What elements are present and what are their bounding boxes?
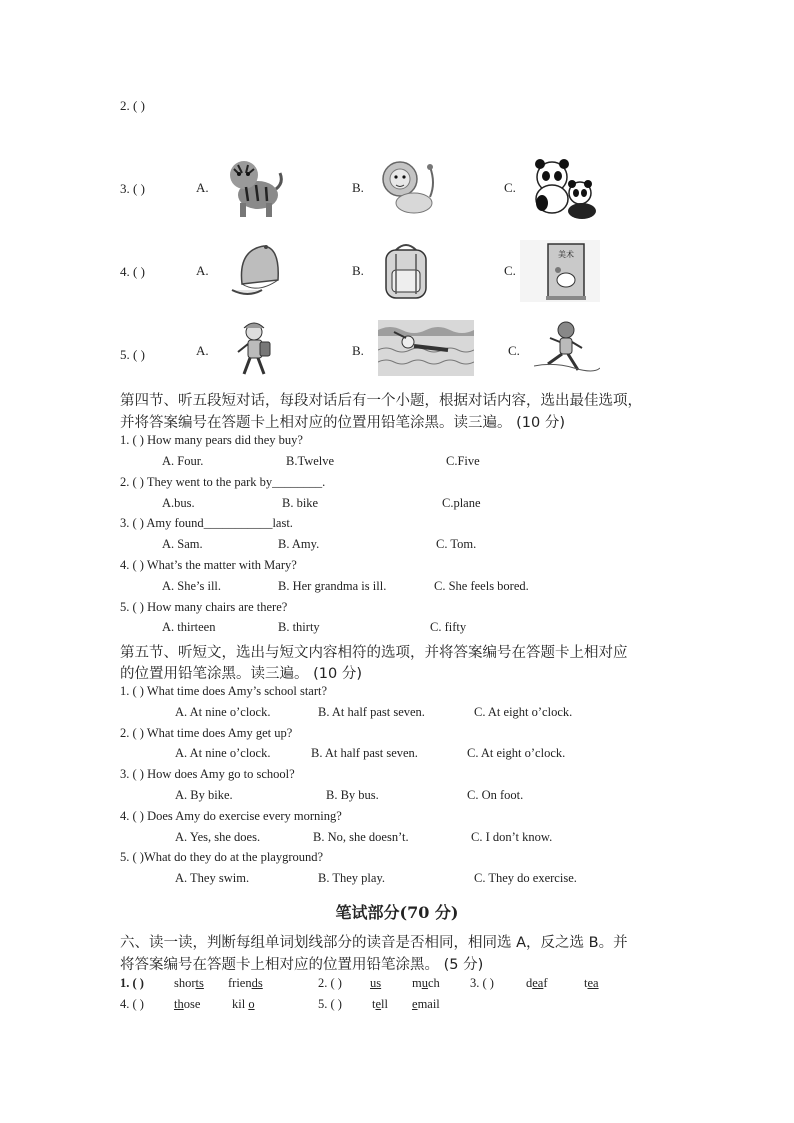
word-part: t	[372, 997, 376, 1011]
word-part: kil	[232, 997, 249, 1011]
s6-item2-word2	[412, 976, 440, 991]
s4-q4-stem: 4. ( ) What’s the matter with Mary?	[120, 558, 297, 572]
option-c-label: C.	[504, 263, 516, 278]
s5-q2-option-c: C. At eight o’clock.	[467, 746, 566, 760]
underlined-part: th	[174, 997, 184, 1011]
option-a-label: A.	[196, 343, 209, 358]
s6-item4-number: 4. ( )	[120, 997, 144, 1011]
word-part: shor	[174, 976, 196, 990]
word-part: ch	[427, 976, 440, 990]
option-b-label: B.	[352, 263, 364, 278]
s4-q5-stem: 5. ( ) How many chairs are there?	[120, 600, 288, 614]
s6-item3-number: 3. ( )	[470, 976, 494, 990]
s5-q5-stem: 5. ( )What do they do at the playground?	[120, 850, 324, 864]
word-part: mail	[417, 997, 440, 1011]
underlined-part: u	[421, 976, 428, 990]
s4-q4-option-a: A. She’s ill.	[162, 579, 222, 593]
word-part: d	[526, 976, 533, 990]
word-part: frien	[228, 976, 252, 990]
s5-q1-stem: 1. ( ) What time does Amy’s school start?	[120, 684, 328, 698]
s6-item5-word2	[412, 997, 440, 1012]
tiger-icon	[226, 157, 284, 219]
s5-q4-option-b: B. No, she doesn’t.	[313, 830, 409, 844]
option-c-label: C.	[504, 180, 516, 195]
s6-item1-number: 1. ( )	[120, 976, 144, 990]
s4-q2-text: 2. ( ) They went to the park by	[120, 475, 273, 489]
s4-q3-stem	[120, 516, 293, 531]
s6-item1-word1	[174, 976, 204, 991]
s4-q4-option-c: C. She feels bored.	[434, 579, 529, 593]
underlined-part: ts	[195, 976, 204, 990]
s4-q5-option-c: C. fifty	[430, 620, 467, 634]
s5-q4-stem: 4. ( ) Does Amy do exercise every morning?	[120, 809, 342, 823]
word-part: ll	[381, 997, 388, 1011]
s6-item3-word2	[584, 976, 599, 991]
question-5-number: 5. ( )	[120, 347, 145, 362]
s5-q3-option-b: B. By bus.	[326, 788, 379, 802]
word-part: m	[412, 976, 422, 990]
answer-blank: ________.	[272, 475, 326, 489]
s5-q4-option-c: C. I don’t know.	[471, 830, 553, 844]
question-4-number: 4. ( )	[120, 264, 145, 279]
underlined-part: e	[375, 997, 382, 1011]
s4-q1-option-b: B.Twelve	[286, 454, 335, 468]
s6-item4-word2	[232, 997, 255, 1012]
s4-q1-stem: 1. ( ) How many pears did they buy?	[120, 433, 303, 447]
panda-icon	[530, 155, 600, 221]
underlined-part: ea	[532, 976, 544, 990]
backpack-icon	[380, 240, 432, 302]
art-book-icon	[520, 240, 600, 302]
s4-q2-option-c: C.plane	[442, 496, 481, 510]
section6-heading-line2: 将答案编号在答题卡上相对应的位置用铅笔涂黑。 (5 分)	[120, 957, 484, 973]
section6-heading-line1: 六、读一读，判断每组单词划线部分的读音是否相同，相同选 A，反之选 B。并	[120, 935, 628, 951]
s4-q4-option-b: B. Her grandma is ill.	[278, 579, 387, 593]
written-part-title: 笔试部分(70 分)	[335, 903, 459, 922]
book-label: 美术	[558, 250, 574, 259]
s5-q1-option-c: C. At eight o’clock.	[474, 705, 573, 719]
s4-q2-option-a: A.bus.	[162, 496, 195, 510]
walking-child-icon	[230, 320, 286, 378]
s6-item5-number: 5. ( )	[318, 997, 342, 1011]
s5-q5-option-c: C. They do exercise.	[474, 871, 577, 885]
question-3-number: 3. ( )	[120, 181, 145, 196]
underlined-part: e	[412, 997, 418, 1011]
s4-q5-option-a: A. thirteen	[162, 620, 216, 634]
option-b-label: B.	[352, 180, 364, 195]
s4-q3-option-b: B. Amy.	[278, 537, 320, 551]
s6-item3-word1	[526, 976, 548, 991]
underlined-part: us	[370, 976, 382, 990]
s4-q3-text-after: last.	[272, 516, 293, 530]
underlined-part: o	[248, 997, 255, 1011]
s5-q5-option-a: A. They swim.	[175, 871, 250, 885]
cap-icon	[228, 240, 286, 302]
section5-heading-line1: 第五节、听短文，选出与短文内容相符的选项，并将答案编号在答题卡上相对应	[120, 645, 628, 661]
option-a-label: A.	[196, 263, 209, 278]
s5-q3-option-a: A. By bike.	[175, 788, 233, 802]
lion-icon	[378, 157, 436, 219]
word-part: t	[584, 976, 588, 990]
s5-q1-option-b: B. At half past seven.	[318, 705, 425, 719]
s4-q2-option-b: B. bike	[282, 496, 319, 510]
s5-q2-option-b: B. At half past seven.	[311, 746, 418, 760]
section4-heading-line2: 并将答案编号在答题卡上相对应的位置用铅笔涂黑。读三遍。 (10 分)	[120, 415, 565, 431]
s6-item2-word1	[370, 976, 381, 991]
option-a-label: A.	[196, 180, 209, 195]
s4-q1-option-c: C.Five	[446, 454, 480, 468]
underlined-part: ds	[251, 976, 263, 990]
s4-q1-option-a: A. Four.	[162, 454, 204, 468]
option-b-label: B.	[352, 343, 364, 358]
s5-q3-stem: 3. ( ) How does Amy go to school?	[120, 767, 295, 781]
s5-q1-option-a: A. At nine o’clock.	[175, 705, 271, 719]
swimming-icon	[378, 320, 474, 376]
word-part: f	[543, 976, 548, 990]
s6-item2-number: 2. ( )	[318, 976, 342, 990]
s5-q2-option-a: A. At nine o’clock.	[175, 746, 271, 760]
word-part: ose	[183, 997, 201, 1011]
section5-heading-line2: 的位置用铅笔涂黑。读三遍。 (10 分)	[120, 666, 362, 682]
question-2-number: 2. ( )	[120, 98, 145, 113]
option-c-label: C.	[508, 343, 520, 358]
s6-item5-word1	[372, 997, 388, 1012]
s4-q5-option-b: B. thirty	[278, 620, 320, 634]
s4-q2-stem	[120, 475, 325, 490]
section4-heading-line1: 第四节、听五段短对话，每段对话后有一个小题，根据对话内容，选出最佳选项，	[120, 393, 642, 409]
s5-q3-option-c: C. On foot.	[467, 788, 524, 802]
running-child-icon	[534, 318, 600, 378]
s5-q5-option-b: B. They play.	[318, 871, 386, 885]
s4-q3-text: 3. ( ) Amy found	[120, 516, 204, 530]
s6-item1-word2	[228, 976, 263, 991]
s5-q4-option-a: A. Yes, she does.	[175, 830, 261, 844]
s4-q3-option-c: C. Tom.	[436, 537, 477, 551]
s5-q2-stem: 2. ( ) What time does Amy get up?	[120, 726, 293, 740]
answer-blank: ___________	[203, 516, 273, 530]
s6-item4-word1	[174, 997, 200, 1012]
s4-q3-option-a: A. Sam.	[162, 537, 203, 551]
underlined-part: ea	[587, 976, 599, 990]
